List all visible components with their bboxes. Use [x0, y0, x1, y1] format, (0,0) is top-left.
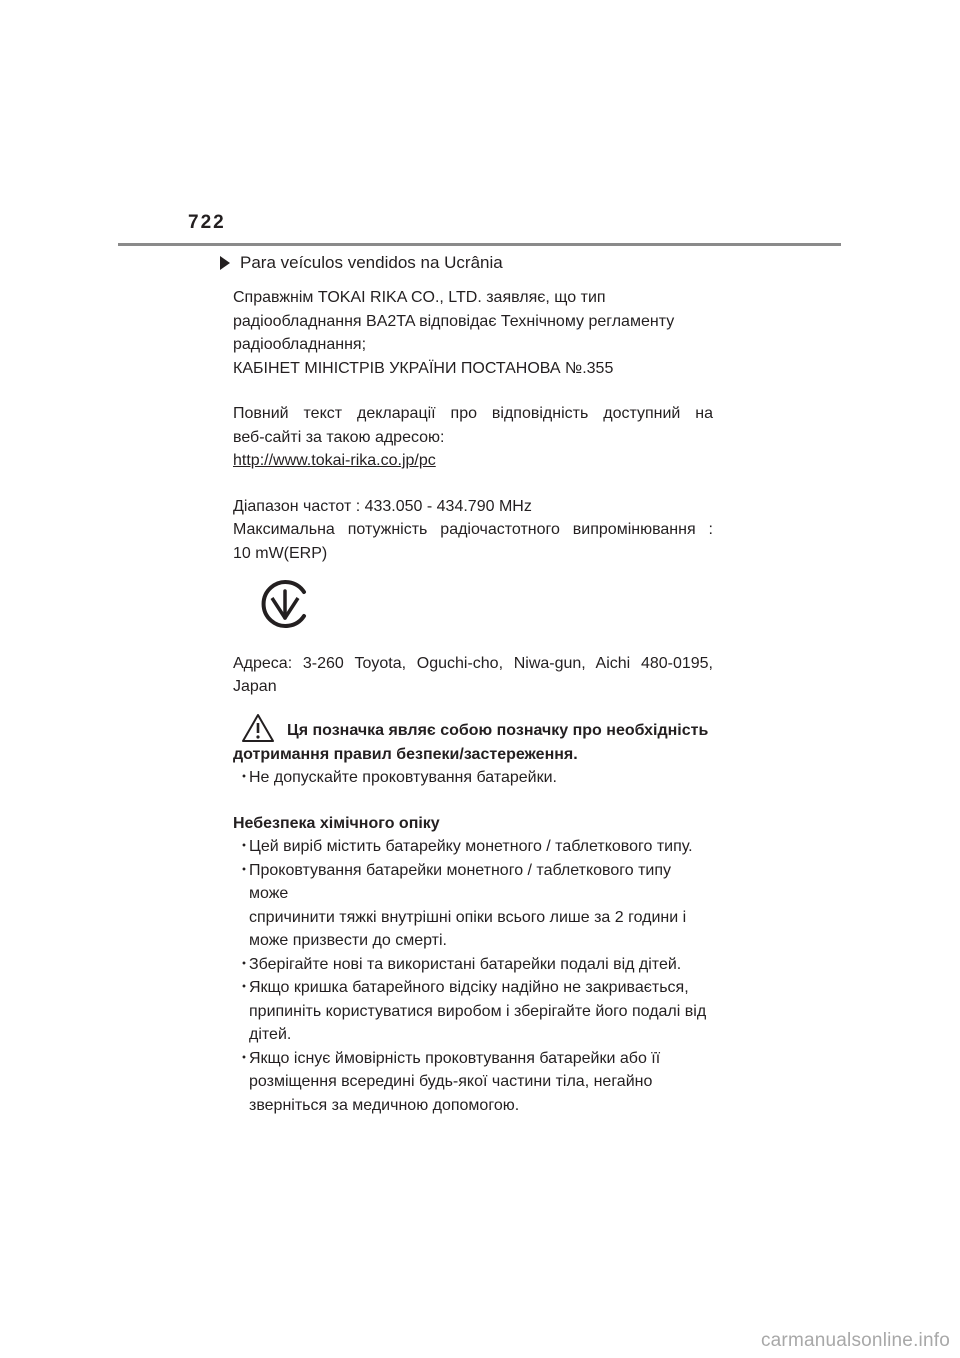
spacer [233, 790, 713, 812]
warning-notice [233, 713, 713, 743]
document-body [233, 286, 713, 1117]
warning-text: дотримання правил безпеки/застереження. [233, 745, 578, 763]
list-item [233, 859, 713, 953]
section-heading [220, 253, 503, 273]
bullet-text: спричинити тяжкі внутрішні опіки всього лише за 2 години і [249, 908, 687, 926]
page-number: 722 [188, 212, 226, 233]
frequency-range: Діапазон частот : 433.050 - 434.790 MHz [233, 497, 532, 515]
fulltext-line: Повний текст декларації про відповідність доступний на [233, 405, 713, 422]
address-line: Japan [233, 678, 277, 695]
bullet-text: може призвести до смерті. [249, 932, 447, 949]
bullet-text: Цей виріб містить батарейку монетного / таблеткового типу. [249, 838, 693, 855]
bullet-mark: ・ [236, 861, 253, 879]
bullet-text: Не допускайте проковтування батарейки. [249, 769, 557, 786]
certification-mark [233, 565, 713, 652]
fulltext-line: веб-сайті за такою адресою: [233, 428, 445, 446]
list-item [233, 976, 713, 1047]
bullet-text: Зберігайте нові та використані батарейки подалі від дітей. [249, 955, 682, 973]
address-line: Адреса: 3-260 Toyota, Oguchi-cho, Niwa-gun, Aichi 480-0195, [233, 654, 713, 672]
header-rule [118, 243, 841, 246]
ukrainian-conformity-mark-icon [257, 576, 313, 632]
footer-watermark: carmanualsonline.info [760, 1330, 950, 1351]
declaration-line: КАБІНЕТ МІНІСТРІВ УКРАЇНИ ПОСТАНОВА №.355 [233, 359, 614, 377]
spacer [233, 380, 713, 402]
spacer [233, 699, 713, 713]
warning-text: Ця позначка являє собою позначку про необхідність [287, 722, 709, 739]
max-power-line: Максимальна потужність радіочастотного випромінювання : [233, 521, 713, 538]
list-item [233, 953, 713, 977]
declaration-line: Справжнім TOKAI RIKA CO., LTD. заявляє, що тип [233, 289, 606, 306]
chemical-burn-heading: Небезпека хімічного опіку [233, 814, 440, 832]
bullet-text: дітей. [249, 1026, 292, 1043]
declaration-url-link[interactable]: http://www.tokai-rika.co.jp/pc [233, 452, 436, 469]
triangle-bullet-icon [220, 256, 230, 270]
bullet-mark: ・ [236, 955, 253, 973]
bullet-text: припиніть користуватися виробом і зберігайте його подалі від [249, 1002, 707, 1020]
bullet-text: зверніться за медичною допомогою. [249, 1096, 520, 1114]
bullet-text: Якщо кришка батарейного відсіку надійно не закривається, [249, 979, 689, 996]
list-item [233, 835, 713, 859]
declaration-line: радіообладнання BA2TA відповідає Технічному регламенту [233, 312, 675, 330]
bullet-text: розміщення всередині будь-якої частини тіла, негайно [249, 1073, 653, 1090]
bullet-mark: ・ [236, 838, 253, 855]
spacer [233, 473, 713, 495]
bullet-mark: ・ [236, 769, 253, 786]
bullet-text: Проковтування батарейки монетного / таблеткового типу може [249, 861, 671, 902]
list-item [233, 1047, 713, 1118]
bullet-mark: ・ [236, 1049, 253, 1067]
section-heading-text: Para veículos vendidos na Ucrânia [240, 253, 503, 272]
warning-bullet [233, 766, 713, 790]
bullet-text: Якщо існує ймовірність проковтування батарейки або її [249, 1049, 661, 1067]
max-power-value: 10 mW(ERP) [233, 544, 328, 562]
warning-triangle-icon [241, 713, 275, 743]
declaration-line: радіообладнання; [233, 336, 367, 353]
bullet-mark: ・ [236, 979, 253, 996]
